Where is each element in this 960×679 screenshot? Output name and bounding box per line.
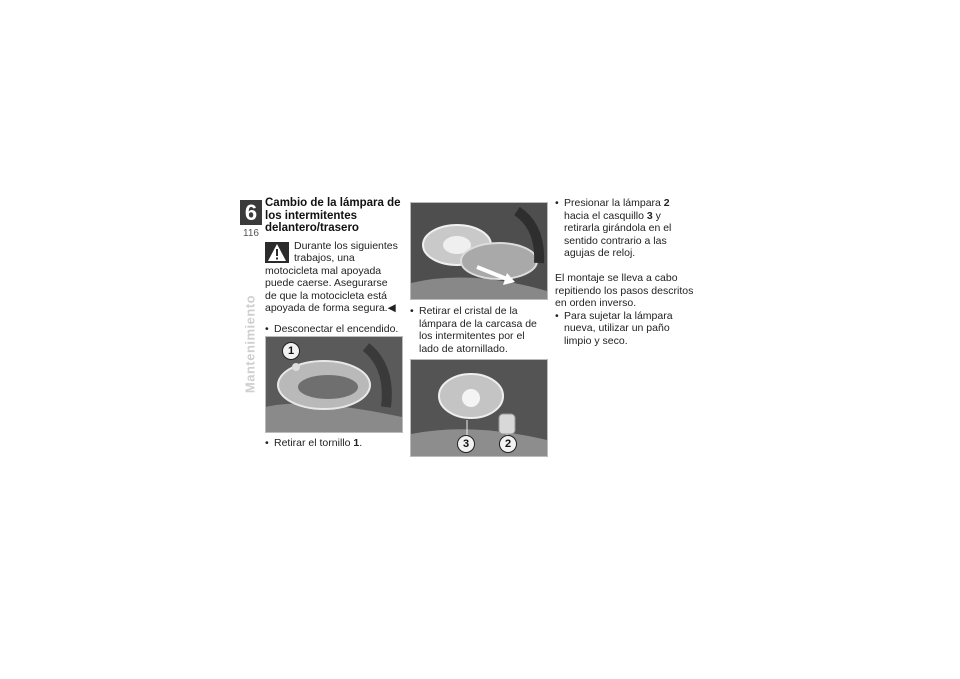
part-ref-3: 3 [646,209,653,222]
list-item [265,437,402,450]
warning-paragraph [265,240,402,316]
column-1 [265,197,402,343]
list-item [555,197,695,260]
chapter-number-tab: 6 [240,200,262,225]
part-ref-1: 1 [353,437,360,449]
list-item-text: Retirar el tornillo [274,437,354,449]
callout-3: 3 [457,435,475,453]
part-ref-2: 2 [663,197,670,209]
list-item: • Para sujetar la lámpara nueva, utilizar un paño limpio y seco. [555,310,695,348]
section-heading: Cambio de la lámpara de los intermitentes delantero/trasero [265,197,401,234]
list-item-end: . [359,437,363,449]
photo-indicator-screw [265,336,403,433]
mount-paragraph: El montaje se lleva a cabo repitiendo los pasos descritos en orden inverso. [555,271,694,310]
list-item-text: y retirarla girándola en el sentido contrario a las agujas de reloj. [564,209,672,260]
warning-text: Durante los siguientes trabajos, una motocicleta mal apoyada puede caerse. Asegurarse de que la motocicleta está apoyada de forma segura.◀ [265,239,398,315]
callout-2: 2 [499,435,517,453]
list-item: • Desconectar el encendido. [265,323,402,336]
list-item-text: hacia el casquillo [564,209,647,222]
callout-1: 1 [282,342,300,360]
warning-icon [265,242,289,263]
list-item-text: Presionar la lámpara [564,197,664,209]
column-1-after-photo [265,437,402,457]
column-3 [555,197,695,355]
page-number: 116 [243,228,259,239]
photo-bulb-socket [410,359,548,457]
column-2 [410,305,547,362]
photo-remove-glass [410,202,548,300]
list-item: • Retirar el cristal de la lámpara de la carcasa de los intermitentes por el lado de atornillado. [410,305,547,355]
chapter-side-label: Mantenimiento [242,294,258,394]
